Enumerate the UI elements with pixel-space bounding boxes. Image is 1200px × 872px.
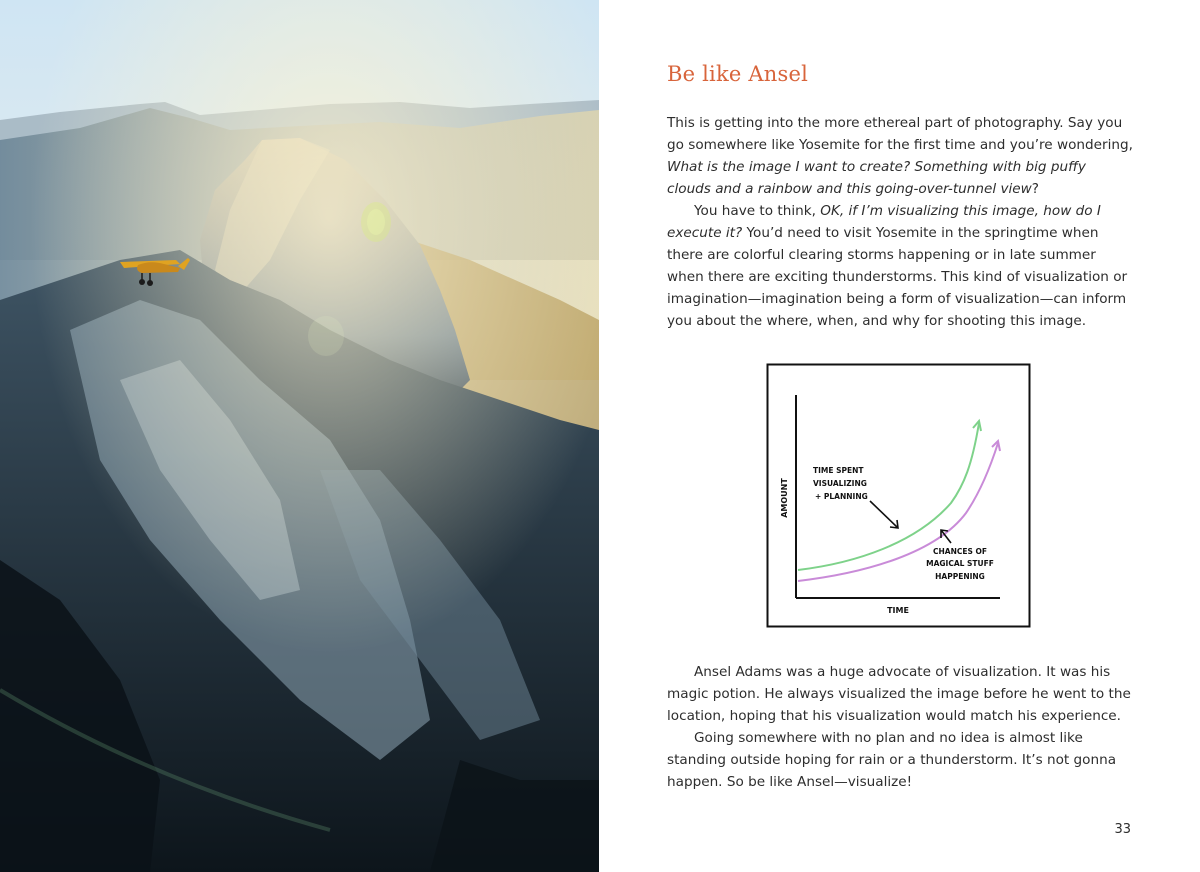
paragraph-3: Ansel Adams was a huge advocate of visualization. It was his magic potion. He always visualized the image before he went to the location, hoping that his visualization would match his experience. [667,664,1131,724]
body-text-top [667,112,1133,332]
diagram-svg [766,363,1031,628]
body-text-bottom [667,661,1133,793]
annotation-visualizing-line-3: + PLANNING [815,492,868,501]
paragraph-1: This is getting into the more ethereal part of photography. Say you go somewhere like Yosemite for the first time and you’re wondering, What is the image I want to create? Something with big puffy clouds and a rainbow and this going-over-tunnel view? [667,115,1133,197]
mountain-with-airplane-image [0,0,599,872]
annotation-magic-line-2: MAGICAL STUFF [926,559,994,568]
visualization-diagram [766,363,1031,628]
paragraph-2: You have to think, OK, if I’m visualizing this image, how do I execute it? You’d need to visit Yosemite in the springtime when there are colorful clearing storms happening or in late summer when there are exciting thunderstorms. This kind of visualization or imagination—imagination being a form of visualization—can inform you about the where, when, and why for shooting this image. [667,203,1128,329]
x-axis-label: TIME [887,606,909,615]
annotation-magic-line-3: HAPPENING [935,572,985,581]
y-axis-label: AMOUNT [780,478,789,518]
annotation-visualizing-line-2: VISUALIZING [813,479,867,488]
annotation-visualizing-line-1: TIME SPENT [813,466,864,475]
paragraph-4: Going somewhere with no plan and no idea is almost like standing outside hoping for rain or a thunderstorm. It’s not gonna happen. So be like Ansel—visualize! [667,730,1117,790]
section-heading: Be like Ansel [667,62,809,86]
page-number: 33 [1114,822,1131,837]
half-dome-photo [0,0,599,872]
text-page [599,0,1200,872]
annotation-magic-line-1: CHANCES OF [932,547,988,556]
figure-frame [768,365,1030,627]
